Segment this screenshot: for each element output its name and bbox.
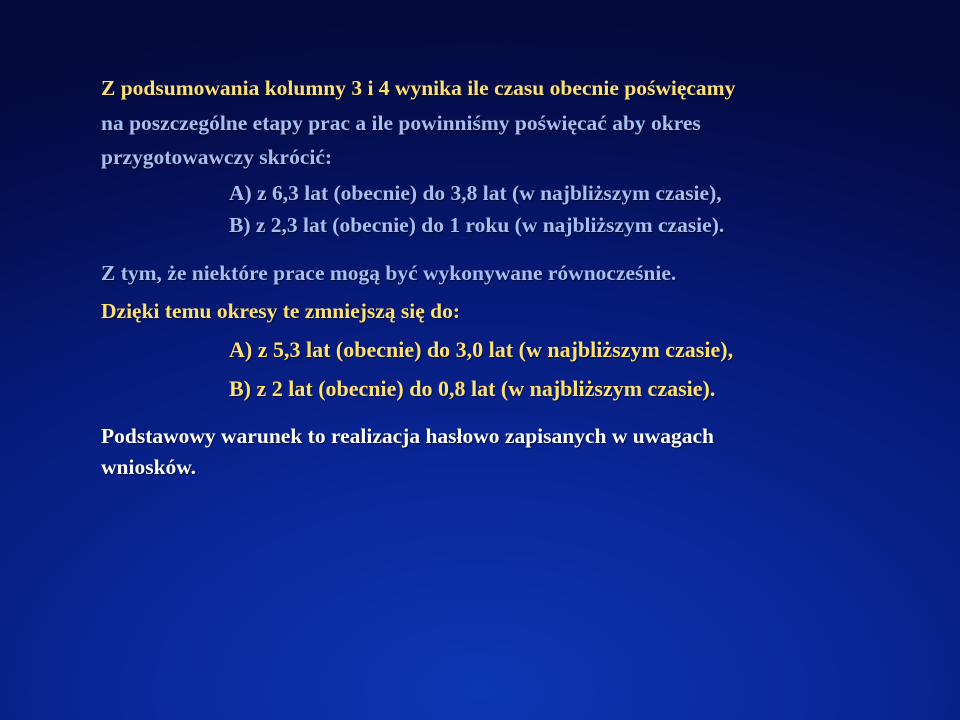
paragraph1-line2: na poszczególne etapy prac a ile powinniśmy poświęcać aby okres (101, 111, 701, 135)
paragraph2-line2: Dzięki temu okresy te zmniejszą się do: (101, 299, 461, 323)
paragraph1-item-a: A) z 6,3 lat (obecnie) do 3,8 lat (w najbliższym czasie), (229, 181, 722, 205)
paragraph2-item-a: A) z 5,3 lat (obecnie) do 3,0 lat (w najbliższym czasie), (229, 337, 734, 362)
paragraph1-line1: Z podsumowania kolumny 3 i 4 wynika ile czasu obecnie poświęcamy (101, 76, 736, 100)
paragraph1-item-b: B) z 2,3 lat (obecnie) do 1 roku (w najbliższym czasie). (229, 213, 725, 237)
paragraph3-line2: wniosków. (101, 455, 196, 479)
paragraph2-item-b: B) z 2 lat (obecnie) do 0,8 lat (w najbliższym czasie). (229, 376, 716, 401)
paragraph2-line1: Z tym, że niektóre prace mogą być wykonywane równocześnie. (101, 261, 677, 285)
paragraph3-line1: Podstawowy warunek to realizacja hasłowo zapisanych w uwagach (101, 424, 714, 448)
paragraph1-line3: przygotowawczy skrócić: (101, 145, 333, 169)
